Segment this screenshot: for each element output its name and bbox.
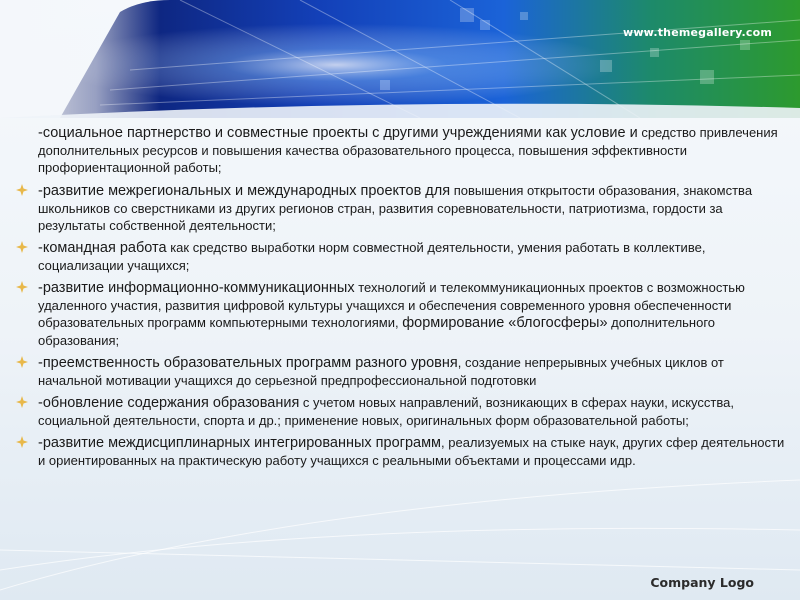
list-item — [16, 182, 786, 234]
company-logo: Company Logo — [650, 575, 754, 590]
item-text: , создание непрерывных учебных циклов от начальной мотивации учащихся до серьезной предпрофессиональной подготовки — [38, 355, 724, 388]
lead-paragraph — [16, 124, 786, 176]
diamond-bullet-icon — [16, 396, 28, 408]
list-item — [16, 354, 786, 389]
slide-content — [16, 124, 786, 474]
diamond-bullet-icon — [16, 436, 28, 448]
diamond-bullet-icon — [16, 356, 28, 368]
lead-heading: -социальное партнерство и совместные проекты с другими учреждениями как условие и — [38, 125, 638, 141]
item-heading: -командная работа — [38, 240, 167, 256]
item-heading: -развитие межрегиональных и международных проектов для — [38, 183, 451, 199]
diamond-bullet-icon — [16, 241, 28, 253]
list-item — [16, 279, 786, 349]
item-text: , реализуемых на стыке наук, других сфер деятельности и ориентированных на практическую работу учащихся с реальными объектами и процессами идр. — [38, 435, 785, 468]
diamond-bullet-icon — [16, 281, 28, 293]
item-heading: -развитие междисциплинарных интегрированных программ — [38, 435, 442, 451]
item-heading: -преемственность образовательных программ разного уровня — [38, 355, 458, 371]
lead-text: средство привлечения дополнительных ресурсов и повышения качества образовательного процесса, повышения эффективности профориентационной работы; — [38, 125, 778, 175]
item-text: с учетом новых направлений, возникающих в сферах науки, искусства, социальной деятельности, спорта и др.; применение новых, оригинальных форм образовательной работы; — [38, 395, 734, 428]
item-text: как средство выработки норм совместной деятельности, умения работать в коллективе, социализации учащихся; — [38, 240, 706, 273]
header-banner — [0, 0, 800, 118]
banner-graphic — [0, 0, 800, 118]
list-item — [16, 239, 786, 274]
item-heading: -обновление содержания образования — [38, 395, 300, 411]
item-heading-secondary: формирование «блогосферы» — [402, 315, 608, 331]
item-text: технологий и телекоммуникационных проектов с возможностью удаленного участия, развития цифровой культуры учащихся и обеспечения современного уровня обеспеченности образовательных программ компьютерными технологиями, — [38, 280, 745, 330]
website-url[interactable]: www.themegallery.com — [622, 26, 772, 39]
item-heading: -развитие информационно-коммуникационных — [38, 280, 355, 296]
list-item — [16, 434, 786, 469]
diamond-bullet-icon — [16, 184, 28, 196]
item-text-secondary: дополнительного образования; — [38, 315, 716, 348]
list-item — [16, 394, 786, 429]
item-text: повышения открытости образования, знакомства школьников со сверстниками из других регионов стран, развития соревновательности, патриотизма, гордости за результаты собственной деятельности; — [38, 183, 753, 233]
